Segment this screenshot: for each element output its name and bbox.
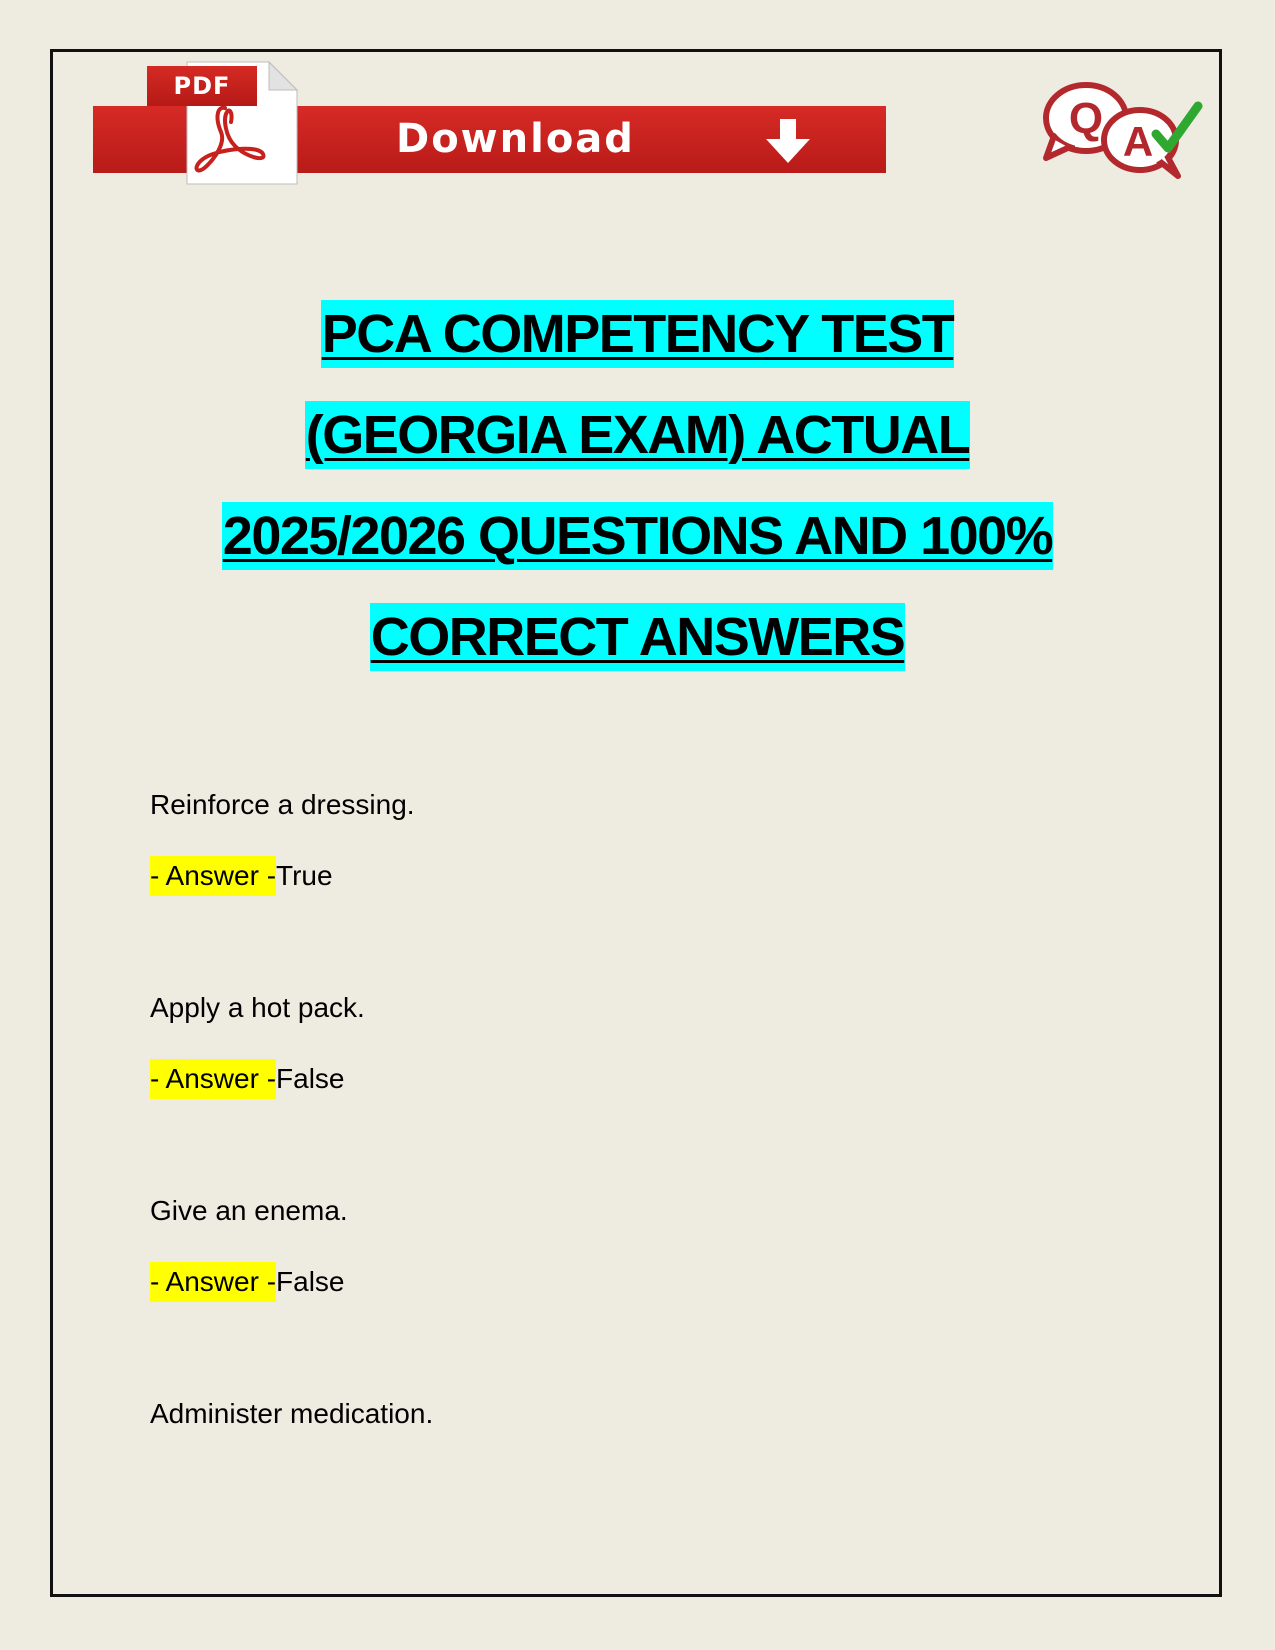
answer-row xyxy=(150,1059,1150,1097)
answer-label: - Answer - xyxy=(150,1059,276,1099)
answer-label: - Answer - xyxy=(150,856,276,896)
title-line xyxy=(55,300,1220,401)
document-title xyxy=(55,300,1220,704)
answer-value: True xyxy=(276,860,333,891)
pdf-label: PDF xyxy=(147,66,257,106)
download-banner[interactable] xyxy=(93,60,886,185)
answer-value: False xyxy=(276,1266,345,1297)
question-text: Reinforce a dressing. xyxy=(150,789,415,820)
qa-item xyxy=(150,788,1150,991)
title-line xyxy=(55,401,1220,502)
answer-row xyxy=(150,1262,1150,1300)
title-line-text: (GEORGIA EXAM) ACTUAL xyxy=(305,401,970,469)
qa-logo xyxy=(1038,76,1208,181)
qa-item xyxy=(150,1194,1150,1397)
qa-item xyxy=(150,1397,1150,1600)
download-arrow-icon xyxy=(758,117,818,165)
answer-label: - Answer - xyxy=(150,1262,276,1302)
title-line-text: PCA COMPETENCY TEST xyxy=(321,300,955,368)
qa-item xyxy=(150,991,1150,1194)
title-line xyxy=(55,502,1220,603)
question-text: Give an enema. xyxy=(150,1195,348,1226)
question-text: Apply a hot pack. xyxy=(150,992,365,1023)
logo-a-letter: A xyxy=(1122,118,1154,165)
title-line xyxy=(55,603,1220,704)
pdf-file-icon xyxy=(147,60,307,185)
download-label: Download xyxy=(396,116,635,162)
answer-value: False xyxy=(276,1063,345,1094)
answer-row xyxy=(150,856,1150,894)
title-line-text: CORRECT ANSWERS xyxy=(370,603,906,671)
title-line-text: 2025/2026 QUESTIONS AND 100% xyxy=(222,502,1053,570)
question-text: Administer medication. xyxy=(150,1398,434,1429)
qa-logo-icon xyxy=(1038,76,1208,181)
logo-q-letter: Q xyxy=(1068,94,1104,143)
qa-list xyxy=(150,788,1150,1600)
